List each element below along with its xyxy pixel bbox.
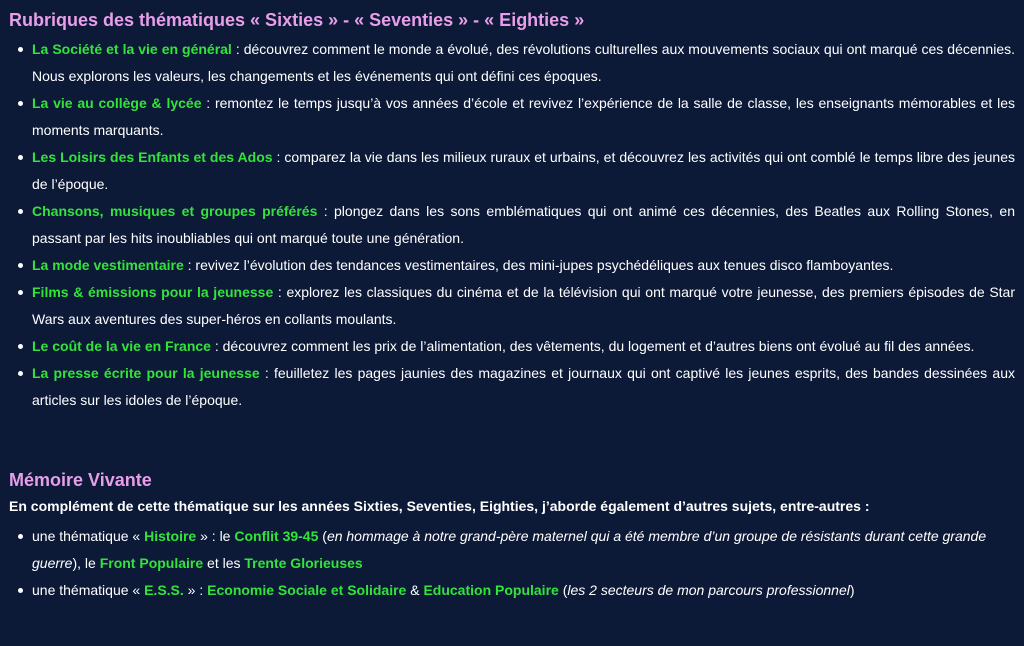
topic-title-link[interactable]: La mode vestimentaire <box>32 257 184 273</box>
topic-description: : découvrez comment le monde a évolué, des révolutions culturelles aux mouvements sociaux qui ont marqué ces décennies. Nous explorons les valeurs, les changements et les événements qui ont défini ces époques. <box>32 41 1015 84</box>
text-segment: ( <box>318 528 327 544</box>
topic-description: : plongez dans les sons emblématiques qui ont animé ces décennies, des Beatles aux Rolling Stones, en passant par les hits inoubliables qui ont marqué toute une génération. <box>32 203 1015 246</box>
topic-title-link[interactable]: Chansons, musiques et groupes préférés <box>32 203 318 219</box>
text-segment: une thématique « <box>32 528 145 544</box>
economie-sociale-solidaire-link[interactable]: Economie Sociale et Solidaire <box>207 582 407 598</box>
section-title-memoire-vivante: Mémoire Vivante <box>9 470 152 490</box>
topic-description: : comparez la vie dans les milieux ruraux et urbains, et découvrez les activités qui ont comblé le temps libre des jeunes de l’époque. <box>32 149 1015 192</box>
list-item <box>9 333 1015 360</box>
other-topics-list <box>9 523 1015 604</box>
topic-description: : feuilletez les pages jaunies des magazines et journaux qui ont captivé les jeunes esprits, des bandes dessinées aux articles sur les idoles de l’époque. <box>32 365 1015 408</box>
list-item <box>9 144 1015 198</box>
ess-link[interactable]: E.S.S. <box>144 582 184 598</box>
text-segment: une thématique « <box>32 582 145 598</box>
trente-glorieuses-link[interactable]: Trente Glorieuses <box>244 555 363 571</box>
text-segment: ), le <box>72 555 100 571</box>
front-populaire-link[interactable]: Front Populaire <box>99 555 204 571</box>
list-item-histoire <box>9 523 1015 577</box>
topic-title-link[interactable]: Le coût de la vie en France <box>32 338 211 354</box>
text-segment: ( <box>558 582 568 598</box>
topic-title-link[interactable]: Films & émissions pour la jeunesse <box>32 284 274 300</box>
topic-description: : remontez le temps jusqu’à vos années d’école et revivez l’expérience de la salle de classe, les enseignants mémorables et les moments marquants. <box>32 95 1015 138</box>
intro-text: En complément de cette thématique sur les années Sixties, Seventies, Eighties, j’aborde également d’autres sujets, entre-autres : <box>9 498 870 514</box>
education-populaire-link[interactable]: Education Populaire <box>423 582 559 598</box>
list-item <box>9 90 1015 144</box>
topic-title-link[interactable]: La vie au collège & lycée <box>32 95 202 111</box>
list-item <box>9 279 1015 333</box>
list-item <box>9 252 1015 279</box>
text-segment: et les <box>203 555 245 571</box>
conflit-39-45-link[interactable]: Conflit 39-45 <box>234 528 319 544</box>
text-segment: » : le <box>196 528 235 544</box>
histoire-link[interactable]: Histoire <box>144 528 197 544</box>
section-title-thematiques: Rubriques des thématiques « Sixties » - « Seventies » - « Eighties » <box>9 10 585 30</box>
topic-description: : découvrez comment les prix de l’alimentation, des vêtements, du logement et d’autres biens ont évolué au fil des années. <box>210 338 975 354</box>
list-item <box>9 36 1015 90</box>
topic-description: : revivez l’évolution des tendances vestimentaires, des mini-jupes psychédéliques aux tenues disco flamboyantes. <box>183 257 894 273</box>
text-segment: » : <box>183 582 208 598</box>
topic-title-link[interactable]: Les Loisirs des Enfants et des Ados <box>32 149 273 165</box>
text-segment: & <box>406 582 424 598</box>
thematiques-list <box>9 36 1015 414</box>
topic-title-link[interactable]: La Société et la vie en général <box>32 41 232 57</box>
topic-title-link[interactable]: La presse écrite pour la jeunesse <box>32 365 260 381</box>
list-item <box>9 198 1015 252</box>
hommage-note: en hommage à notre grand-père maternel qui a été membre d’un groupe de résistants durant cette grande guerre <box>32 528 987 571</box>
topic-description: : explorez les classiques du cinéma et de la télévision qui ont marqué votre jeunesse, des premiers épisodes de Star Wars aux aventures des super-héros en collants moulants. <box>32 284 1015 327</box>
text-segment: ) <box>849 582 855 598</box>
list-item-ess <box>9 577 1015 604</box>
parcours-note: les 2 secteurs de mon parcours professionnel <box>567 582 850 598</box>
list-item <box>9 360 1015 414</box>
